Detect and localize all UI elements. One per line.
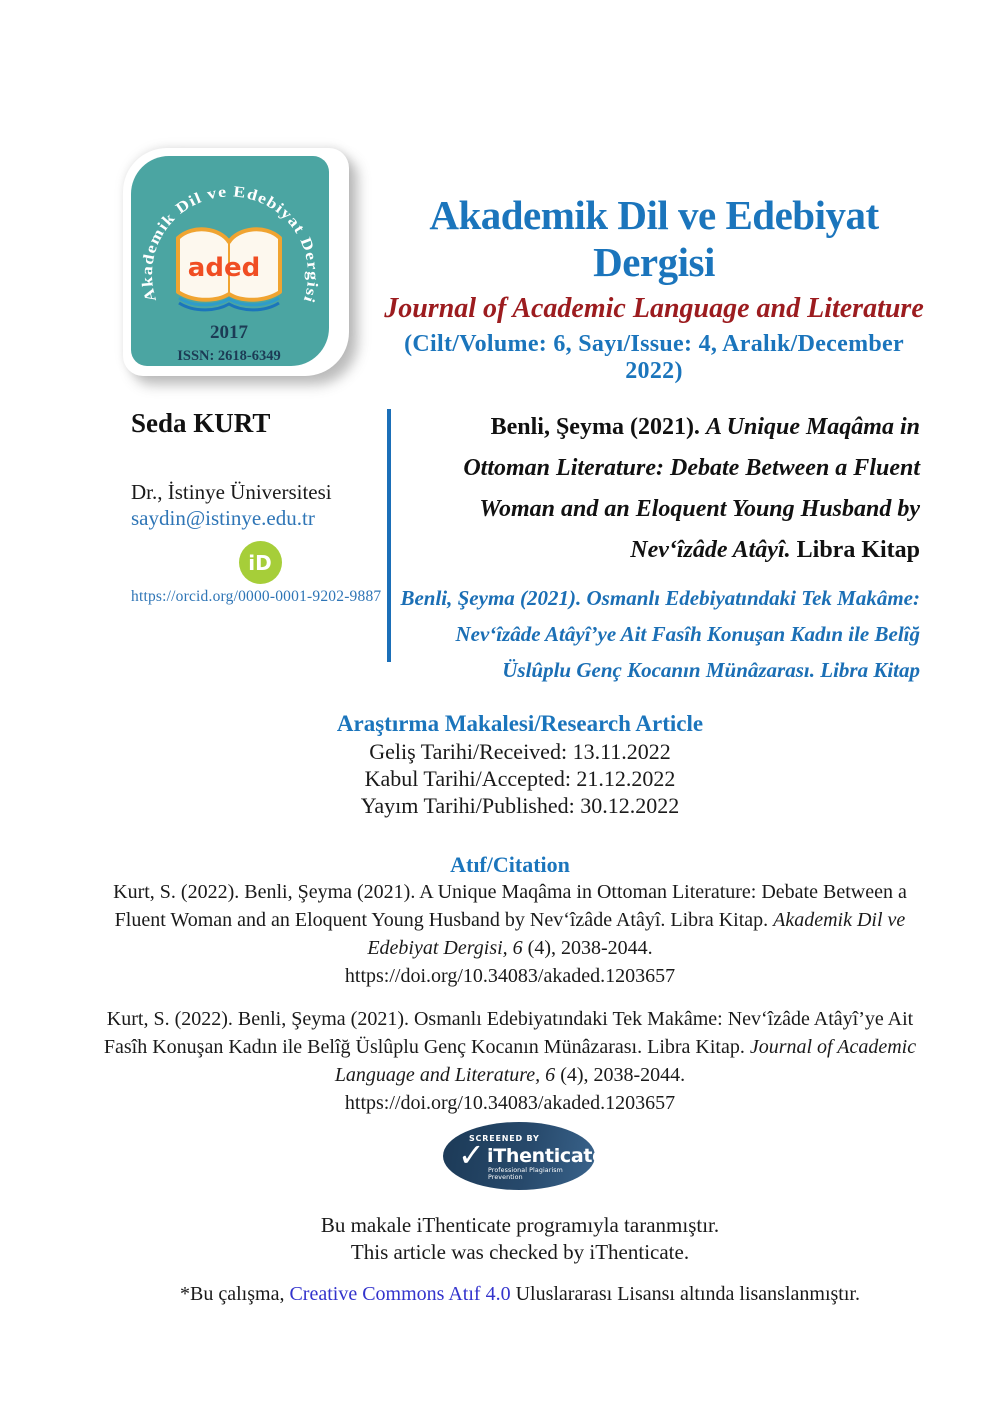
journal-logo-art (123, 148, 349, 376)
article-title-en-suffix: Libra Kitap (790, 537, 920, 563)
ithenticate-screened-by-label: SCREENED BY (469, 1134, 540, 1143)
license-line (110, 1283, 930, 1306)
screening-note-en: This article was checked by iThenticate. (350, 1240, 690, 1264)
accepted-date: Kabul Tarihi/Accepted: 21.12.2022 (364, 766, 676, 791)
citation-tr-pages: (4), 2038-2044. (555, 1064, 686, 1086)
license-suffix: Uluslararası Lisansı altında lisanslanmıştır. (510, 1283, 860, 1305)
creative-commons-link[interactable]: Creative Commons Atıf 4.0 (289, 1283, 511, 1305)
vertical-divider (387, 409, 391, 662)
citation-tr-journal-italic: Journal of Academic Language and Literature, 6 (334, 1036, 917, 1086)
logo-arc-text: Akademik Dil ve Edebiyat Dergisi (138, 183, 322, 305)
registered-trademark-icon: ® (604, 1148, 612, 1157)
journal-subtitle: Journal of Academic Language and Literature (384, 293, 924, 325)
open-book-icon (178, 229, 280, 310)
citation-tr-doi-link[interactable]: https://doi.org/10.34083/akaded.1203657 (344, 1092, 676, 1114)
article-type-label: Araştırma Makalesi/Research Article (336, 711, 704, 736)
citation-tr-text: Kurt, S. (2022). Benli, Şeyma (2021). Osmanlı Edebiyatındaki Tek Makâme: Nev‘îzâde Atâyî’ye Ait Fasîh Konuşan Kadın ile Belîğ Üslûplu Genç Kocanın Münâzarası. Libra Kitap. (103, 1008, 914, 1058)
author-email-link[interactable]: saydin@istinye.edu.tr (131, 506, 315, 530)
citation-en-text: Kurt, S. (2022). Benli, Şeyma (2021). A Unique Maqâma in Ottoman Literature: Debate Between a Fluent Woman and an Eloquent Young Husband by Nev‘îzâde Atâyî. Libra Kitap. (113, 881, 907, 931)
logo-year: 2017 (210, 322, 248, 343)
author-block (131, 408, 389, 606)
article-title-tr: Benli, Şeyma (2021). Osmanlı Edebiyatındaki Tek Makâme: Nev‘îzâde Atâyî’ye Ait Fasîh Konuşan Kadın ile Belîğ Üslûplu Genç Kocanın Münâzarası. Libra Kitap (400, 586, 920, 682)
author-affiliation: Dr., İstinye Üniversitesi (131, 480, 332, 504)
ithenticate-wordmark: iThenticate (487, 1145, 605, 1167)
citation-en-journal-italic: Akademik Dil ve Edebiyat Dergisi, 6 (367, 909, 906, 959)
article-title-en (400, 407, 920, 571)
citation-en-pages: (4), 2038-2044. (522, 937, 653, 959)
orcid-row (131, 541, 389, 584)
masthead (373, 192, 935, 385)
ithenticate-tagline: Professional Plagiarism Prevention (488, 1167, 563, 1181)
checkmark-icon: ✓ (458, 1136, 485, 1174)
article-title-en-prefix: Benli, Şeyma (2021). (490, 414, 706, 440)
citation-tr (95, 1005, 925, 1117)
ithenticate-brand-label (487, 1145, 611, 1167)
published-date: Yayım Tarihi/Published: 30.12.2022 (360, 793, 680, 818)
citation-en (95, 878, 925, 990)
logo-aded-text: aded (187, 253, 261, 283)
citation-en-doi-link[interactable]: https://doi.org/10.34083/akaded.1203657 (344, 965, 676, 987)
citation-heading: Atıf/Citation (450, 852, 570, 877)
received-date: Geliş Tarihi/Received: 13.11.2022 (369, 739, 671, 764)
ithenticate-badge (443, 1122, 612, 1190)
journal-logo (123, 148, 349, 376)
journal-issue-line: (Cilt/Volume: 6, Sayı/Issue: 4, Aralık/December 2022) (404, 331, 904, 385)
journal-title: Akademik Dil ve Edebiyat Dergisi (429, 192, 879, 286)
logo-issn: ISSN: 2618-6349 (177, 348, 281, 364)
license-prefix: *Bu çalışma, (180, 1283, 290, 1305)
screening-note-tr: Bu makale iThenticate programıyla taranmıştır. (320, 1213, 720, 1237)
article-meta (110, 710, 930, 819)
author-name: Seda KURT (131, 408, 271, 438)
orcid-url-link[interactable]: https://orcid.org/0000-0001-9202-9887 (131, 588, 382, 605)
orcid-icon[interactable]: iD (239, 541, 282, 584)
screening-notes (110, 1212, 930, 1266)
article-title-en-italic: A Unique Maqâma in Ottoman Literature: Debate Between a Fluent Woman and an Eloquent Young Husband by Nev‘îzâde Atâyî. (463, 414, 920, 563)
